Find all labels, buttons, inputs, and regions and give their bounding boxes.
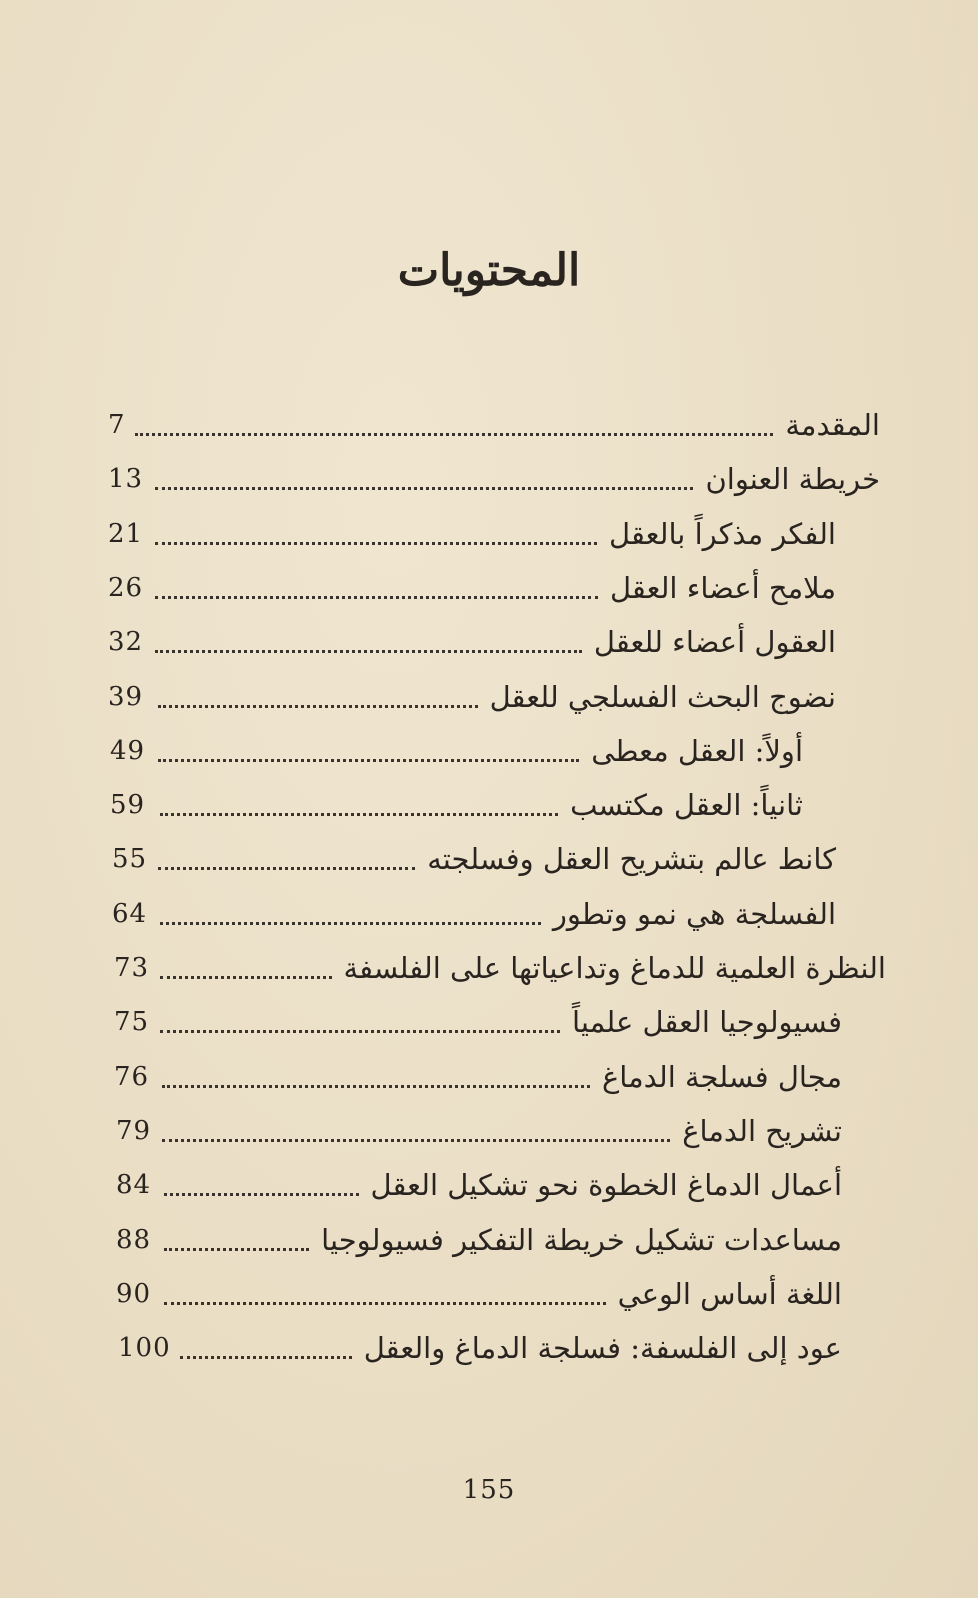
toc-entry-page: 90 [116,1278,152,1309]
dot-leader [162,1085,590,1088]
toc-entry-page: 49 [110,735,146,766]
dot-leader [162,1139,670,1142]
toc-entry-label: أعمال الدماغ الخطوة نحو تشكيل العقل [370,1168,842,1203]
toc-entry [0,398,978,452]
toc-entry-label: النظرة العلمية للدماغ وتداعياتها على الفلسفة [343,951,886,985]
toc-entry [0,832,978,886]
toc-entry [0,1104,978,1158]
toc-entry-page: 13 [108,464,144,495]
toc-entry-label: عود إلى الفلسفة: فسلجة الدماغ والعقل [363,1331,842,1366]
toc-entry-label: العقول أعضاء للعقل [593,625,836,660]
table-of-contents [0,398,978,1388]
toc-entry-page: 76 [114,1061,150,1092]
toc-entry-page: 26 [108,572,144,603]
toc-entry [0,1321,978,1375]
dot-leader [160,813,558,816]
dot-leader [160,922,541,925]
toc-entry [0,724,978,778]
toc-entry-page: 59 [110,790,146,821]
dot-leader [164,1248,309,1251]
dot-leader [158,867,415,870]
toc-entry-page: 21 [108,518,144,549]
dot-leader [164,1302,606,1305]
toc-entry-page: 32 [108,627,144,658]
toc-entry-label: أولاً: العقل معطى [591,733,803,768]
toc-entry-label: الفسلجة هي نمو وتطور [552,896,836,931]
toc-entry-page: 75 [114,1007,150,1038]
toc-entry [0,887,978,941]
dot-leader [158,705,478,708]
toc-entry-page: 39 [108,681,144,712]
dot-leader [155,542,597,545]
toc-entry-label: ملامح أعضاء العقل [609,570,836,605]
toc-entry [0,995,978,1049]
dot-leader [180,1356,352,1359]
toc-entry-label: اللغة أساس الوعي [617,1276,842,1311]
toc-entry [0,1158,978,1212]
toc-entry [0,1213,978,1267]
toc-entry-page: 64 [112,898,148,929]
toc-entry-label: كانط عالم بتشريح العقل وفسلجته [427,842,836,877]
toc-entry-label: المقدمة [785,408,880,442]
toc-entry-page: 84 [116,1170,152,1201]
toc-entry-page: 79 [116,1115,152,1146]
toc-entry [0,1050,978,1104]
toc-entry [0,561,978,615]
toc-entry-label: مجال فسلجة الدماغ [602,1059,842,1094]
toc-entry [0,778,978,832]
toc-entry-label: الفكر مذكراً بالعقل [608,516,836,551]
toc-entry-page: 100 [118,1333,171,1364]
page-number: 155 [462,1475,516,1505]
dot-leader [160,976,332,979]
dot-leader [135,433,773,436]
toc-entry [0,507,978,561]
toc-entry-label: فسيولوجيا العقل علمياً [571,1005,842,1040]
dot-leader [155,487,693,490]
toc-entry [0,615,978,669]
toc-entry [0,670,978,724]
page-title: المحتويات [397,245,581,296]
toc-entry [0,452,978,506]
toc-entry-label: خريطة العنوان [705,462,880,497]
dot-leader [155,650,582,653]
dot-leader [155,596,598,599]
toc-entry-page: 73 [114,953,150,983]
toc-entry [0,941,978,995]
dot-leader [164,1193,359,1196]
toc-entry-page: 7 [108,410,126,440]
dot-leader [160,1030,560,1033]
toc-entry-label: ثانياً: العقل مكتسب [570,788,803,823]
dot-leader [158,759,579,762]
toc-entry-page: 55 [112,844,148,875]
toc-entry [0,1267,978,1321]
toc-entry-label: نضوج البحث الفسلجي للعقل [489,679,836,714]
toc-entry-label: تشريح الدماغ [682,1113,842,1148]
toc-entry-page: 88 [116,1224,152,1255]
toc-entry-label: مساعدات تشكيل خريطة التفكير فسيولوجيا [321,1222,842,1257]
